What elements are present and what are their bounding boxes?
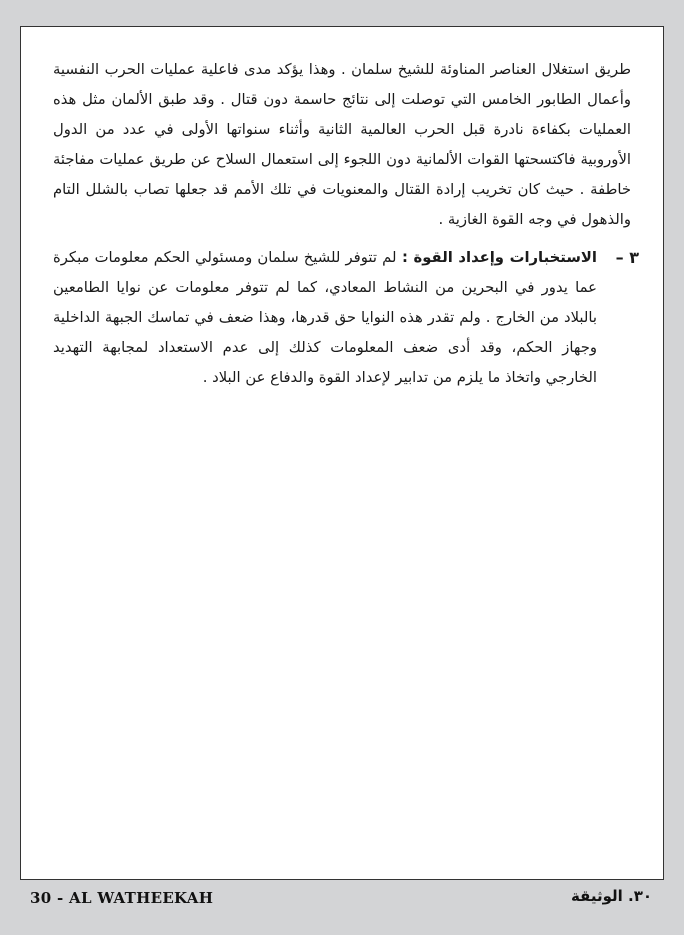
point-3-marker: ٣ – xyxy=(615,248,639,267)
page-content xyxy=(53,55,639,393)
point-3-heading: الاستخبارات وإعداد القوة : xyxy=(396,249,597,266)
point-3-body: لم تتوفر للشيخ سلمان ومسئولي الحكم معلومات مبكرة عما يدور في البحرين من النشاط المعادي، كما لم تتوفر معلومات عن نوايا الطامعين بالبلاد من الخارج . ولم تقدر هذه النوايا حق قدرها، وهذا ضعف في تماسك الجبهة الداخلية وجهاز الحكم، وقد أدى ضعف المعلومات كذلك إلى عدم الاستعداد لمجابهة التهديد الخارجي واتخاذ ما يلزم من تدابير لإعداد القوة والدفاع عن البلاد . xyxy=(53,249,597,386)
point-3 xyxy=(53,243,639,393)
paragraph-1: طريق استغلال العناصر المناوئة للشيخ سلمان . وهذا يؤكد مدى فاعلية عمليات الحرب النفسية وأعمال الطابور الخامس التي توصلت إلى نتائج حاسمة دون قتال . وقد طبق الألمان مثل هذه العمليات بكفاءة نادرة قبل الحرب العالمية الثانية وأثناء سنواتها الأولى في عدد من الدول الأوروبية فاكتسحتها القوات الألمانية دون اللجوء إلى استعمال السلاح عن طريق عمليات مفاجئة خاطفة . حيث كان تخريب إرادة القتال والمعنويات في تلك الأمم قد جعلها تصاب بالشلل التام والذهول في وجه القوة الغازية . xyxy=(53,61,631,228)
footer-page-label-latin: 30 - AL WATHEEKAH xyxy=(30,889,214,907)
footer-page-label-arabic: ٣٠. الوثيقة xyxy=(570,887,652,905)
page-frame xyxy=(20,26,664,880)
